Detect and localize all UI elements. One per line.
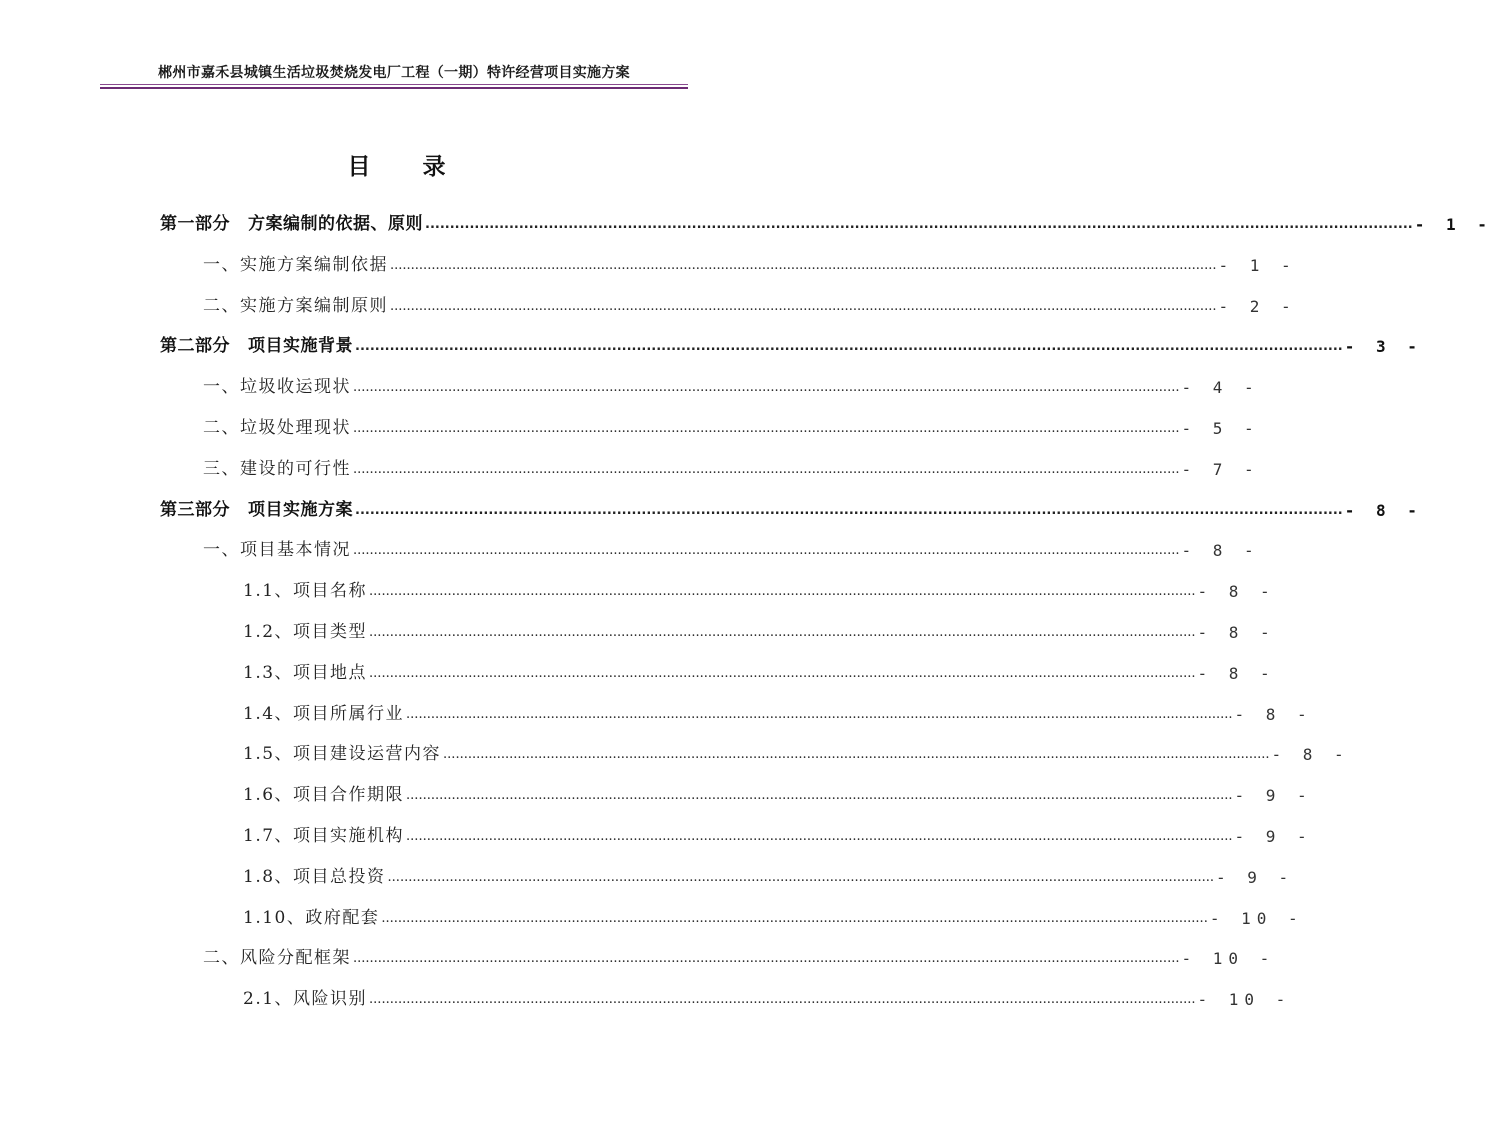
toc-dot-leader: ........................................................................................................................................................................................................ [355, 502, 1343, 518]
toc-page-number: - 4 - [1181, 378, 1260, 398]
toc-entry-title: 1.1、项目名称 [243, 581, 368, 602]
toc-entry[interactable] [203, 526, 1260, 561]
toc-page-number: - 2 - [1218, 296, 1297, 316]
toc-dot-leader: ........................................................................................................................................................................................................ [406, 706, 1233, 722]
toc-dot-leader: ........................................................................................................................................................................................................ [443, 747, 1270, 763]
toc-page-number: - 8 - [1197, 582, 1276, 602]
toc-page-number: - 8 - [1181, 541, 1260, 561]
toc-entry-title: 一、实施方案编制依据 [203, 254, 388, 275]
toc-dot-leader: ........................................................................................................................................................................................................ [390, 298, 1217, 314]
toc-dot-leader: ........................................................................................................................................................................................................ [369, 584, 1196, 600]
toc-entry[interactable] [243, 894, 1304, 928]
toc-page-number: - 9 - [1216, 867, 1295, 887]
toc-entry-title: 1.8、项目总投资 [243, 866, 386, 887]
toc-page-number: - 8 - [1271, 745, 1350, 765]
header-rule-thick [100, 87, 688, 89]
toc-entry-title: 项目实施背景 [248, 336, 353, 357]
toc-entry-title: 一、项目基本情况 [203, 540, 351, 561]
toc-dot-leader: ........................................................................................................................................................................................................ [406, 788, 1233, 804]
toc-dot-leader: ........................................................................................................................................................................................................ [353, 380, 1180, 396]
toc-page-number: - 8 - [1344, 500, 1423, 520]
toc-page-number: - 8 - [1234, 704, 1313, 724]
toc-entry-title: 二、风险分配框架 [203, 948, 351, 969]
toc-dot-leader: ........................................................................................................................................................................................................ [425, 217, 1413, 232]
toc-dot-leader: ........................................................................................................................................................................................................ [353, 951, 1180, 967]
toc-entry-title: 1.2、项目类型 [243, 622, 368, 642]
toc-entry-part-label: 第一部分 [160, 214, 230, 234]
toc-dot-leader: ........................................................................................................................................................................................................ [355, 339, 1343, 355]
toc-entry[interactable] [203, 241, 1297, 275]
toc-entry-title: 1.5、项目建设运营内容 [243, 744, 442, 765]
toc-entry[interactable] [160, 322, 1423, 357]
toc-page-number: - 1 - [1414, 215, 1493, 234]
toc-entry[interactable] [203, 363, 1260, 398]
toc-entry-part-title [160, 495, 353, 520]
toc-page-number: - 9 - [1234, 786, 1313, 806]
toc-entry-title: 1.10、政府配套 [243, 907, 380, 928]
toc-entry-title: 项目实施方案 [248, 499, 353, 520]
toc-entry[interactable] [203, 445, 1260, 479]
toc-entry[interactable] [243, 853, 1295, 887]
toc-entry[interactable] [243, 608, 1276, 642]
toc-entry[interactable] [243, 975, 1292, 1010]
toc-entry-title: 2.1、风险识别 [243, 989, 368, 1010]
document-header: 郴州市嘉禾县城镇生活垃圾焚烧发电厂工程（一期）特许经营项目实施方案 [158, 65, 630, 81]
toc-dot-leader: ........................................................................................................................................................................................................ [390, 257, 1217, 273]
toc-entry[interactable] [203, 282, 1297, 316]
toc-entry-part-label: 第三部分 [160, 499, 230, 520]
toc-dot-leader: ........................................................................................................................................................................................................ [406, 829, 1233, 844]
toc-entry[interactable] [243, 730, 1350, 765]
toc-dot-leader: ........................................................................................................................................................................................................ [369, 992, 1196, 1008]
header-rule-thin [100, 84, 688, 85]
toc-page-number: - 1 - [1218, 255, 1297, 275]
toc-entry-part-title [160, 209, 423, 234]
toc-title: 目 录 [347, 154, 468, 180]
toc-entry-title: 三、建设的可行性 [203, 458, 351, 479]
toc-page-number: - 10 - [1197, 990, 1292, 1010]
toc-entry[interactable] [160, 486, 1423, 520]
toc-dot-leader: ........................................................................................................................................................................................................ [387, 869, 1215, 885]
toc-page-number: - 10 - [1209, 908, 1304, 928]
toc-page-number: - 5 - [1181, 419, 1260, 438]
toc-dot-leader: ........................................................................................................................................................................................................ [381, 910, 1208, 926]
toc-entry-title: 1.4、项目所属行业 [243, 703, 405, 724]
toc-entry-title: 二、实施方案编制原则 [203, 295, 388, 316]
toc-dot-leader: ........................................................................................................................................................................................................ [353, 543, 1180, 559]
toc-entry-title: 一、垃圾收运现状 [203, 377, 351, 398]
toc-entry[interactable] [243, 771, 1313, 806]
toc-dot-leader: ........................................................................................................................................................................................................ [353, 461, 1180, 477]
toc-page-number: - 8 - [1197, 663, 1276, 683]
toc-entry[interactable] [203, 404, 1260, 438]
toc-entry-part-title [160, 331, 353, 356]
toc-dot-leader: ........................................................................................................................................................................................................ [369, 625, 1196, 640]
toc-page-number: - 10 - [1181, 949, 1276, 969]
toc-page-number: - 7 - [1181, 459, 1260, 479]
toc-dot-leader: ........................................................................................................................................................................................................ [353, 421, 1180, 436]
toc-entry[interactable] [160, 200, 1493, 234]
toc-entry[interactable] [243, 567, 1276, 602]
toc-entry-title: 1.7、项目实施机构 [243, 826, 405, 846]
toc-entry[interactable] [203, 934, 1276, 969]
toc-dot-leader: ........................................................................................................................................................................................................ [369, 665, 1196, 681]
toc-entry-title: 1.6、项目合作期限 [243, 785, 405, 806]
toc-entry-title: 二、垃圾处理现状 [203, 418, 351, 438]
toc-page-number: - 9 - [1234, 827, 1313, 846]
toc-entry-part-label: 第二部分 [160, 336, 230, 357]
toc-page-number: - 8 - [1197, 623, 1276, 642]
toc-entry[interactable] [243, 690, 1313, 724]
toc-entry-title: 1.3、项目地点 [243, 662, 368, 683]
toc-entry[interactable] [243, 649, 1276, 683]
toc-entry-title: 方案编制的依据、原则 [248, 214, 423, 234]
toc-entry[interactable] [243, 812, 1313, 846]
toc-page-number: - 3 - [1344, 337, 1423, 357]
